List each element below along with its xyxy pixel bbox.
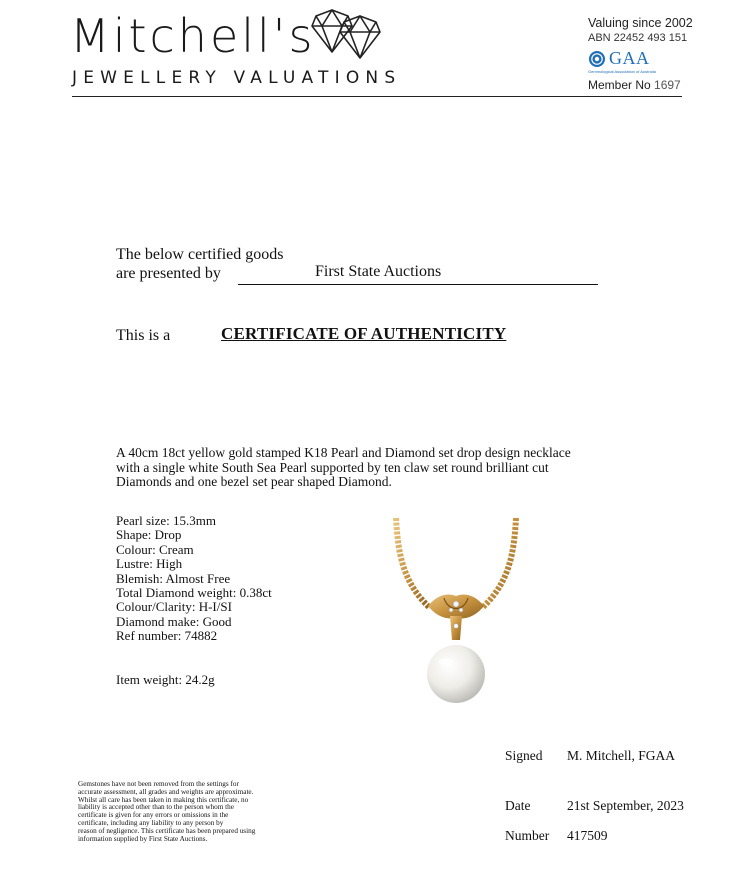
disclaimer-line: accurate assessment, all grades and weights are approximate. — [78, 787, 254, 796]
spec-item: Ref number: 74882 — [116, 628, 218, 644]
gaa-text: GAA — [609, 48, 650, 68]
spec-item: Colour: Cream — [116, 541, 194, 557]
intro-line-2: are presented by — [116, 265, 221, 282]
brand-subtitle: JEWELLERY VALUATIONS — [72, 68, 402, 88]
description-line: A 40cm 18ct yellow gold stamped K18 Pearl and Diamond set drop design necklace — [116, 445, 571, 460]
number-label: Number — [505, 828, 550, 843]
signed-label: Signed — [505, 748, 543, 763]
spec-item: Colour/Clarity: H-I/SI — [116, 599, 232, 615]
member-label: Member No — [588, 78, 651, 92]
description-line: Diamonds and one bezel set pear shaped Diamond. — [116, 474, 392, 489]
disclaimer-line: Whilst all care has been taken in making this certificate, no — [78, 795, 249, 804]
disclaimer-line: certificate is given for any errors or omissions in the — [78, 811, 229, 820]
valuing-since: Valuing since 2002 — [588, 16, 693, 30]
gaa-logo — [588, 48, 693, 69]
header-divider — [72, 96, 682, 97]
presenter-name: First State Auctions — [315, 263, 442, 280]
gaa-seal-icon — [588, 50, 606, 68]
date-value: 21st September, 2023 — [567, 798, 684, 813]
disclaimer-line: liability is accepted other than to the person whom the — [78, 803, 234, 812]
member-number — [588, 78, 693, 92]
number-value: 417509 — [567, 828, 608, 843]
abn-number: ABN 22452 493 151 — [588, 32, 688, 44]
disclaimer-line: information supplied by First State Auctions. — [78, 834, 208, 843]
member-value: 1697 — [654, 78, 681, 92]
spec-item: Pearl size: 15.3mm — [116, 513, 217, 528]
description-line: with a single white South Sea Pearl supported by ten claw set round brilliant cut — [116, 459, 549, 475]
accreditation-block — [588, 16, 693, 92]
date-label: Date — [505, 798, 531, 813]
disclaimer — [78, 781, 308, 843]
spec-list — [116, 514, 272, 644]
disclaimer-line: reason of negligence. This certificate has been prepared using — [78, 826, 256, 835]
diamond-icon — [308, 8, 384, 60]
brand-logo-text: Mitchell's — [70, 9, 316, 63]
item-weight: Item weight: 24.2g — [116, 672, 215, 687]
spec-item: Lustre: High — [116, 556, 183, 572]
spec-item: Total Diamond weight: 0.38ct — [116, 585, 272, 601]
gaa-full-name: Gemmological Association of Australia — [588, 69, 656, 74]
necklace-photo — [384, 512, 530, 708]
disclaimer-line: Gemstones have not been removed from the settings for — [78, 780, 239, 788]
disclaimer-line: certificate, including any liability to any person by — [78, 818, 224, 827]
intro-line-1: The below certified goods — [116, 246, 284, 263]
certificate-prefix: This is a — [116, 327, 171, 344]
certificate-title: CERTIFICATE OF AUTHENTICITY — [221, 324, 507, 343]
spec-item: Blemish: Almost Free — [116, 570, 231, 586]
spec-item: Diamond make: Good — [116, 613, 232, 629]
signed-value: M. Mitchell, FGAA — [567, 748, 675, 763]
spec-item: Shape: Drop — [116, 527, 182, 543]
item-description — [116, 446, 596, 490]
